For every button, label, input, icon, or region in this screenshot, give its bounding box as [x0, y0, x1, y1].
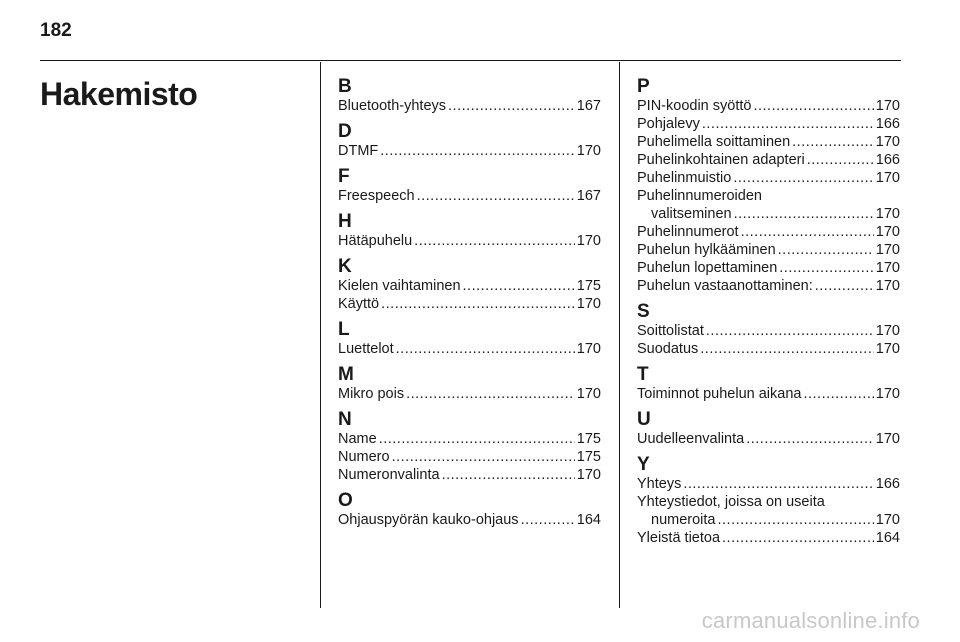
entry-page: 170 — [875, 242, 900, 258]
dot-leader — [722, 529, 874, 547]
entry-page: 166 — [875, 152, 900, 168]
dot-leader — [396, 340, 575, 358]
entry-term: Puhelimella soittaminen — [637, 134, 791, 150]
index-entry — [338, 187, 601, 205]
dot-leader — [683, 475, 873, 493]
entry-page: 170 — [875, 134, 900, 150]
index-section-l — [338, 319, 601, 358]
entry-page: 175 — [576, 449, 601, 465]
section-letter: D — [338, 121, 352, 142]
section-letter: K — [338, 256, 352, 277]
entry-term: Ohjauspyörän kauko-ohjaus — [338, 512, 519, 528]
entry-term: Hätäpuhelu — [338, 233, 413, 249]
entry-term: Puhelun hylkääminen — [637, 242, 776, 258]
index-section-n — [338, 409, 601, 484]
index-section-f — [338, 166, 601, 205]
entry-page: 167 — [576, 188, 601, 204]
entry-term: Yhteystiedot, joissa on useita — [637, 494, 825, 510]
dot-leader — [779, 259, 874, 277]
entry-term: DTMF — [338, 143, 379, 159]
dot-leader — [414, 232, 575, 250]
index-entry — [637, 475, 900, 493]
dot-leader — [448, 97, 575, 115]
index-entry — [637, 259, 900, 277]
entry-page: 170 — [875, 224, 900, 240]
dot-leader — [417, 187, 575, 205]
entry-page: 175 — [576, 431, 601, 447]
dot-leader — [379, 430, 575, 448]
index-column-1 — [338, 76, 601, 535]
entry-page: 170 — [576, 341, 601, 357]
entry-term: Name — [338, 431, 377, 447]
entry-page: 170 — [576, 386, 601, 402]
entry-term: Puhelinnumerot — [637, 224, 739, 240]
section-letter: N — [338, 409, 352, 430]
entry-page: 167 — [576, 98, 601, 114]
entry-page: 170 — [875, 206, 900, 222]
index-entry — [637, 322, 900, 340]
entry-page: 170 — [875, 98, 900, 114]
section-letter: M — [338, 364, 354, 385]
index-entry — [338, 511, 601, 529]
entry-term: Soittolistat — [637, 323, 704, 339]
index-entry — [338, 142, 601, 160]
entry-term: Toiminnot puhelun aikana — [637, 386, 802, 402]
index-section-y — [637, 454, 900, 547]
entry-term: Bluetooth-yhteys — [338, 98, 447, 114]
entry-page: 170 — [875, 431, 900, 447]
entry-term: Käyttö — [338, 296, 380, 312]
index-section-t — [637, 364, 900, 403]
dot-leader — [706, 322, 874, 340]
index-entry — [637, 385, 900, 403]
index-title: Hakemisto — [40, 76, 198, 112]
index-section-o — [338, 490, 601, 529]
entry-term: Numeronvalinta — [338, 467, 440, 483]
entry-page: 164 — [576, 512, 601, 528]
dot-leader — [741, 223, 874, 241]
dot-leader — [746, 430, 874, 448]
entry-page: 170 — [875, 512, 900, 528]
index-entry — [338, 295, 601, 313]
dot-leader — [381, 295, 575, 313]
index-entry — [637, 277, 900, 295]
index-section-k — [338, 256, 601, 313]
entry-continuation — [637, 205, 900, 223]
index-entry — [338, 385, 601, 403]
entry-term: Pohjalevy — [637, 116, 700, 132]
entry-continuation — [637, 511, 900, 529]
entry-page: 170 — [875, 386, 900, 402]
index-entry — [338, 466, 601, 484]
dot-leader — [803, 385, 873, 403]
entry-term-continued: numeroita — [651, 512, 716, 528]
index-column-2 — [637, 76, 900, 553]
column-divider-right — [619, 62, 620, 608]
dot-leader — [392, 448, 575, 466]
index-section-s — [637, 301, 900, 358]
entry-term: Luettelot — [338, 341, 394, 357]
entry-term: Puhelun lopettaminen — [637, 260, 778, 276]
dot-leader — [792, 133, 874, 151]
index-entry — [338, 97, 601, 115]
entry-term-continued: valitseminen — [651, 206, 732, 222]
entry-page: 170 — [576, 143, 601, 159]
index-entry — [637, 133, 900, 151]
section-letter: S — [637, 301, 650, 322]
index-entry — [338, 232, 601, 250]
entry-term: Suodatus — [637, 341, 699, 357]
index-section-m — [338, 364, 601, 403]
entry-term: PIN-koodin syöttö — [637, 98, 752, 114]
entry-term: Puhelun vastaanottaminen: — [637, 278, 813, 294]
dot-leader — [717, 511, 873, 529]
entry-term: Freespeech — [338, 188, 415, 204]
section-letter: B — [338, 76, 352, 97]
entry-term: Yhteys — [637, 476, 682, 492]
dot-leader — [521, 511, 575, 529]
dot-leader — [807, 151, 874, 169]
entry-page: 166 — [875, 116, 900, 132]
dot-leader — [753, 97, 873, 115]
entry-page: 175 — [576, 278, 601, 294]
section-letter: F — [338, 166, 350, 187]
dot-leader — [815, 277, 874, 295]
index-entry — [338, 277, 601, 295]
index-entry — [637, 169, 900, 187]
index-entry — [338, 448, 601, 466]
index-section-d — [338, 121, 601, 160]
entry-term: Puhelinkohtainen adapteri — [637, 152, 805, 168]
entry-term: Puhelinnumeroiden — [637, 188, 762, 204]
entry-term: Puhelinmuistio — [637, 170, 732, 186]
index-entry — [637, 115, 900, 133]
entry-page: 164 — [875, 530, 900, 546]
watermark-text: carmanualsonline.info — [701, 608, 920, 633]
index-entry — [637, 151, 900, 169]
section-letter: T — [637, 364, 649, 385]
entry-page: 170 — [875, 341, 900, 357]
index-section-b — [338, 76, 601, 115]
dot-leader — [733, 169, 873, 187]
index-section-u — [637, 409, 900, 448]
index-entry — [338, 340, 601, 358]
entry-page: 170 — [875, 278, 900, 294]
entry-term: Uudelleenvalinta — [637, 431, 745, 447]
dot-leader — [734, 205, 874, 223]
entry-page: 170 — [576, 467, 601, 483]
index-entry — [637, 529, 900, 547]
dot-leader — [463, 277, 575, 295]
index-entry — [637, 187, 900, 223]
entry-page: 170 — [875, 170, 900, 186]
index-entry — [637, 340, 900, 358]
dot-leader — [406, 385, 575, 403]
entry-term: Yleistä tietoa — [637, 530, 721, 546]
dot-leader — [442, 466, 575, 484]
section-letter: P — [637, 76, 650, 97]
index-entry — [637, 493, 900, 529]
header-rule — [40, 60, 901, 61]
entry-term: Kielen vaihtaminen — [338, 278, 461, 294]
index-entry — [338, 430, 601, 448]
index-section-p — [637, 76, 900, 295]
entry-page: 170 — [576, 233, 601, 249]
index-entry — [637, 241, 900, 259]
index-entry — [637, 223, 900, 241]
entry-term: Numero — [338, 449, 390, 465]
dot-leader — [702, 115, 874, 133]
section-letter: O — [338, 490, 353, 511]
dot-leader — [380, 142, 575, 160]
entry-term: Mikro pois — [338, 386, 405, 402]
dot-leader — [700, 340, 874, 358]
index-entry — [637, 97, 900, 115]
entry-page: 170 — [875, 323, 900, 339]
section-letter: H — [338, 211, 352, 232]
index-section-h — [338, 211, 601, 250]
entry-page: 166 — [875, 476, 900, 492]
entry-page: 170 — [875, 260, 900, 276]
column-divider-left — [320, 62, 321, 608]
section-letter: L — [338, 319, 350, 340]
index-entry — [637, 430, 900, 448]
section-letter: U — [637, 409, 651, 430]
entry-page: 170 — [576, 296, 601, 312]
section-letter: Y — [637, 454, 650, 475]
page-number: 182 — [40, 20, 72, 41]
dot-leader — [778, 241, 874, 259]
